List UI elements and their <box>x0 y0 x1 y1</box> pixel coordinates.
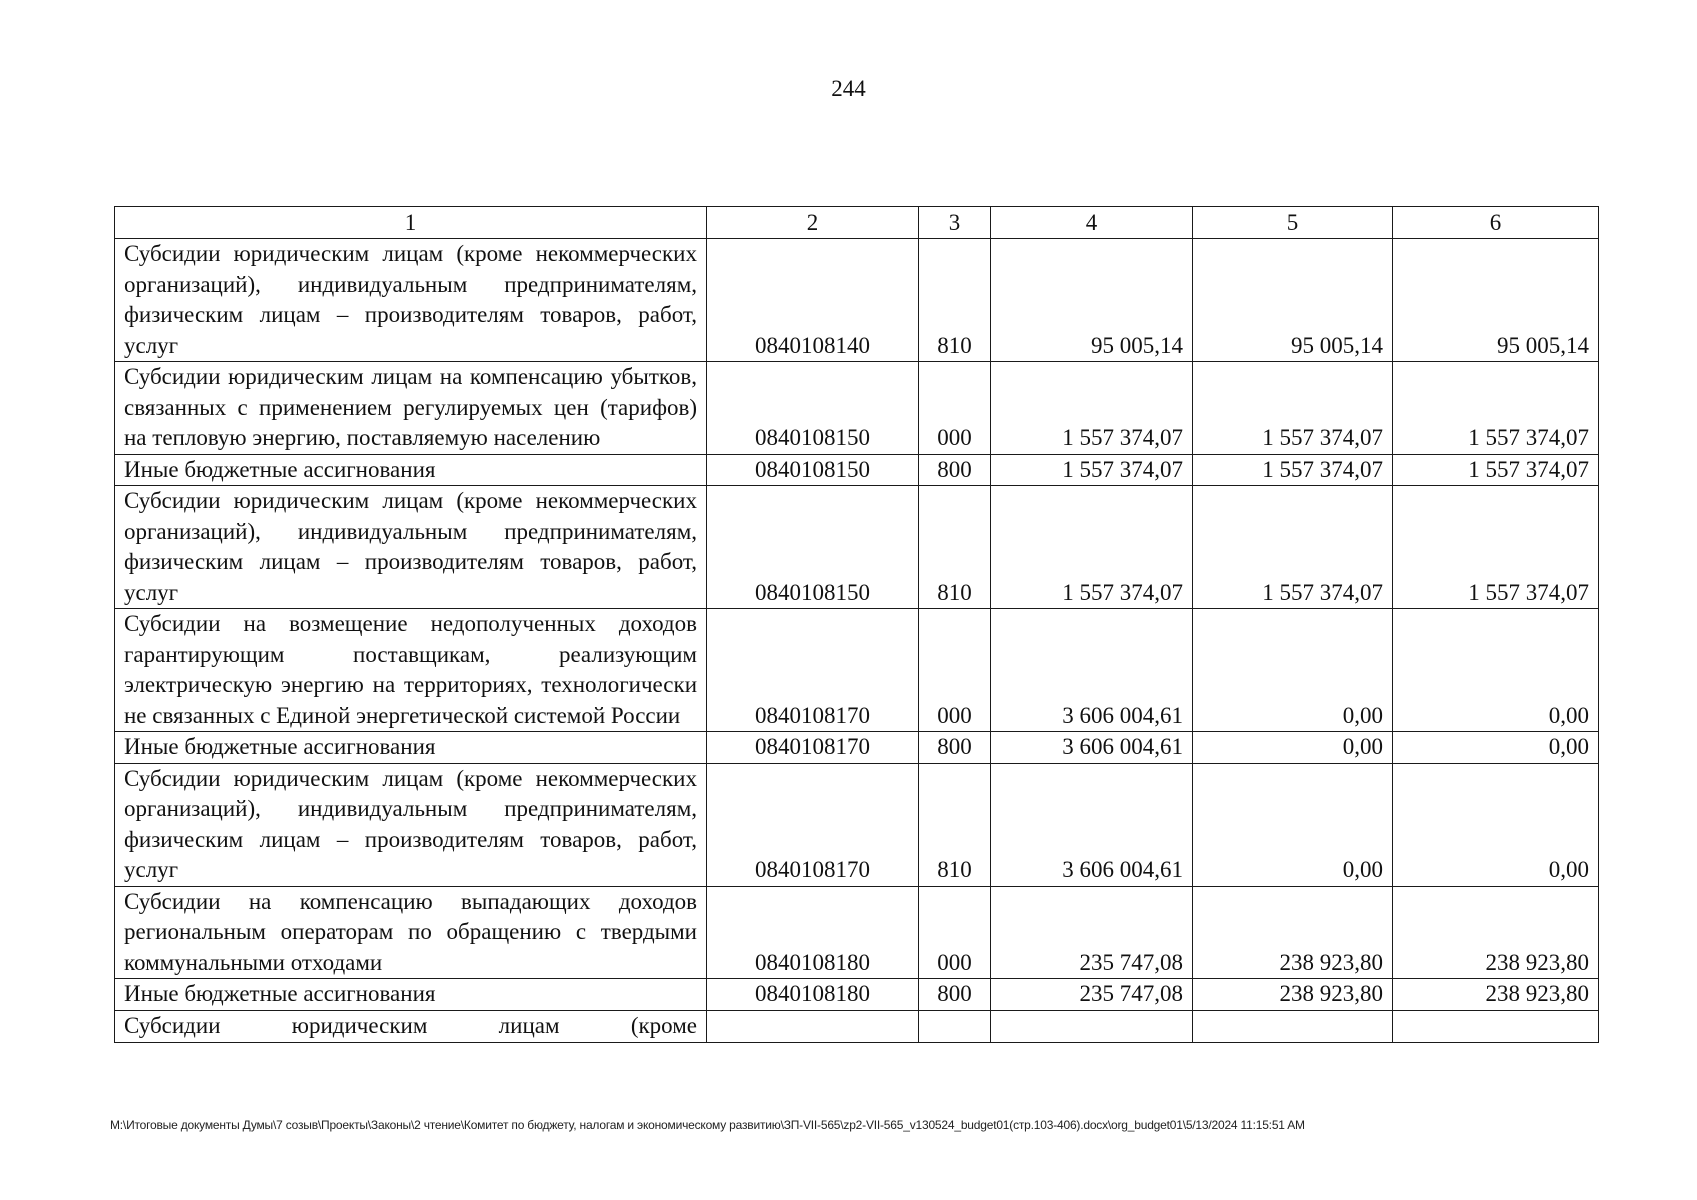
column-header-1: 1 <box>115 207 707 239</box>
amount-column-5: 238 923,80 <box>1193 886 1393 979</box>
column-header-2: 2 <box>707 207 919 239</box>
expense-type-code: 810 <box>919 486 991 609</box>
expense-type-code: 810 <box>919 239 991 362</box>
table-header-row <box>115 207 1599 239</box>
target-article-code: 0840108150 <box>707 454 919 486</box>
amount-column-5: 95 005,14 <box>1193 239 1393 362</box>
amount-column-4: 95 005,14 <box>991 239 1193 362</box>
amount-column-4: 1 557 374,07 <box>991 486 1193 609</box>
amount-column-4: 3 606 004,61 <box>991 763 1193 886</box>
target-article-code: 0840108180 <box>707 979 919 1011</box>
amount-column-6: 1 557 374,07 <box>1393 486 1599 609</box>
table-row <box>115 763 1599 886</box>
expense-type-code: 800 <box>919 732 991 764</box>
budget-table <box>114 206 1599 1043</box>
target-article-code: 0840108180 <box>707 886 919 979</box>
expense-description: Субсидии на компенсацию выпадающих доходов региональным операторам по обращению с твердыми коммунальными отходами <box>115 886 707 979</box>
target-article-code: 0840108170 <box>707 732 919 764</box>
amount-column-6: 238 923,80 <box>1393 886 1599 979</box>
amount-column-5: 0,00 <box>1193 609 1393 732</box>
table-row <box>115 239 1599 362</box>
amount-column-4: 1 557 374,07 <box>991 362 1193 455</box>
amount-column-6: 0,00 <box>1393 609 1599 732</box>
amount-column-4: 235 747,08 <box>991 979 1193 1011</box>
expense-description: Субсидии юридическим лицам (кроме некоммерческих организаций), индивидуальным предпринимателям, физическим лицам – производителям товаров, работ, услуг <box>115 486 707 609</box>
expense-description: Иные бюджетные ассигнования <box>115 454 707 486</box>
amount-column-5: 0,00 <box>1193 732 1393 764</box>
expense-description: Субсидии юридическим лицам на компенсацию убытков, связанных с применением регулируемых цен (тарифов) на тепловую энергию, поставляемую населению <box>115 362 707 455</box>
amount-column-4: 3 606 004,61 <box>991 609 1193 732</box>
column-header-6: 6 <box>1393 207 1599 239</box>
amount-column-5: 1 557 374,07 <box>1193 454 1393 486</box>
amount-column-5: 0,00 <box>1193 763 1393 886</box>
amount-column-6: 0,00 <box>1393 763 1599 886</box>
target-article-code: 0840108150 <box>707 486 919 609</box>
table-row <box>115 454 1599 486</box>
expense-description: Субсидии юридическим лицам (кроме <box>115 1010 707 1042</box>
expense-description: Иные бюджетные ассигнования <box>115 732 707 764</box>
target-article-code <box>707 1010 919 1042</box>
amount-column-6: 238 923,80 <box>1393 979 1599 1011</box>
expense-type-code: 000 <box>919 609 991 732</box>
expense-type-code <box>919 1010 991 1042</box>
expense-description: Субсидии юридическим лицам (кроме некоммерческих организаций), индивидуальным предпринимателям, физическим лицам – производителям товаров, работ, услуг <box>115 763 707 886</box>
amount-column-5: 1 557 374,07 <box>1193 486 1393 609</box>
amount-column-4: 3 606 004,61 <box>991 732 1193 764</box>
column-header-3: 3 <box>919 207 991 239</box>
amount-column-6: 1 557 374,07 <box>1393 454 1599 486</box>
amount-column-5 <box>1193 1010 1393 1042</box>
table-row-partial <box>115 1010 1599 1042</box>
expense-type-code: 810 <box>919 763 991 886</box>
expense-type-code: 000 <box>919 362 991 455</box>
document-path-footer: M:\Итоговые документы Думы\7 созыв\Проекты\Законы\2 чтение\Комитет по бюджету, налогам и экономическому развитию\ЗП-VII-565\zp2-VII-565_v130524_budget01(стр.103-406).docx\org_budget01\5/13/2024 11:15:51 AM <box>110 1118 1305 1132</box>
table-row <box>115 486 1599 609</box>
amount-column-6: 1 557 374,07 <box>1393 362 1599 455</box>
table-row <box>115 979 1599 1011</box>
expense-description: Субсидии юридическим лицам (кроме некоммерческих организаций), индивидуальным предпринимателям, физическим лицам – производителям товаров, работ, услуг <box>115 239 707 362</box>
amount-column-5: 238 923,80 <box>1193 979 1393 1011</box>
amount-column-6: 0,00 <box>1393 732 1599 764</box>
column-header-4: 4 <box>991 207 1193 239</box>
page-number: 244 <box>831 76 866 101</box>
table-row <box>115 609 1599 732</box>
amount-column-4 <box>991 1010 1193 1042</box>
expense-description: Иные бюджетные ассигнования <box>115 979 707 1011</box>
expense-type-code: 800 <box>919 454 991 486</box>
target-article-code: 0840108150 <box>707 362 919 455</box>
table-row <box>115 362 1599 455</box>
expense-type-code: 000 <box>919 886 991 979</box>
table-row <box>115 732 1599 764</box>
target-article-code: 0840108140 <box>707 239 919 362</box>
amount-column-5: 1 557 374,07 <box>1193 362 1393 455</box>
amount-column-6: 95 005,14 <box>1393 239 1599 362</box>
amount-column-4: 235 747,08 <box>991 886 1193 979</box>
amount-column-6 <box>1393 1010 1599 1042</box>
expense-type-code: 800 <box>919 979 991 1011</box>
column-header-5: 5 <box>1193 207 1393 239</box>
target-article-code: 0840108170 <box>707 609 919 732</box>
amount-column-4: 1 557 374,07 <box>991 454 1193 486</box>
table-row <box>115 886 1599 979</box>
target-article-code: 0840108170 <box>707 763 919 886</box>
expense-description: Субсидии на возмещение недополученных доходов гарантирующим поставщикам, реализующим электрическую энергию на территориях, технологически не связанных с Единой энергетической системой России <box>115 609 707 732</box>
